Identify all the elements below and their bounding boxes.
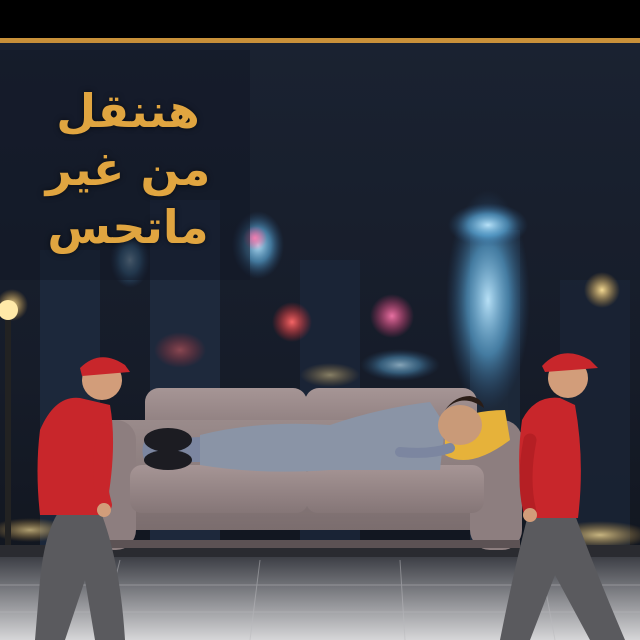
- headline-line-3: ماتحس: [47, 200, 209, 254]
- top-black-bar: [0, 0, 640, 38]
- headline-line-2: من غير: [45, 142, 211, 196]
- headline-line-1: هننقل: [56, 84, 200, 138]
- headline-text: [14, 82, 242, 256]
